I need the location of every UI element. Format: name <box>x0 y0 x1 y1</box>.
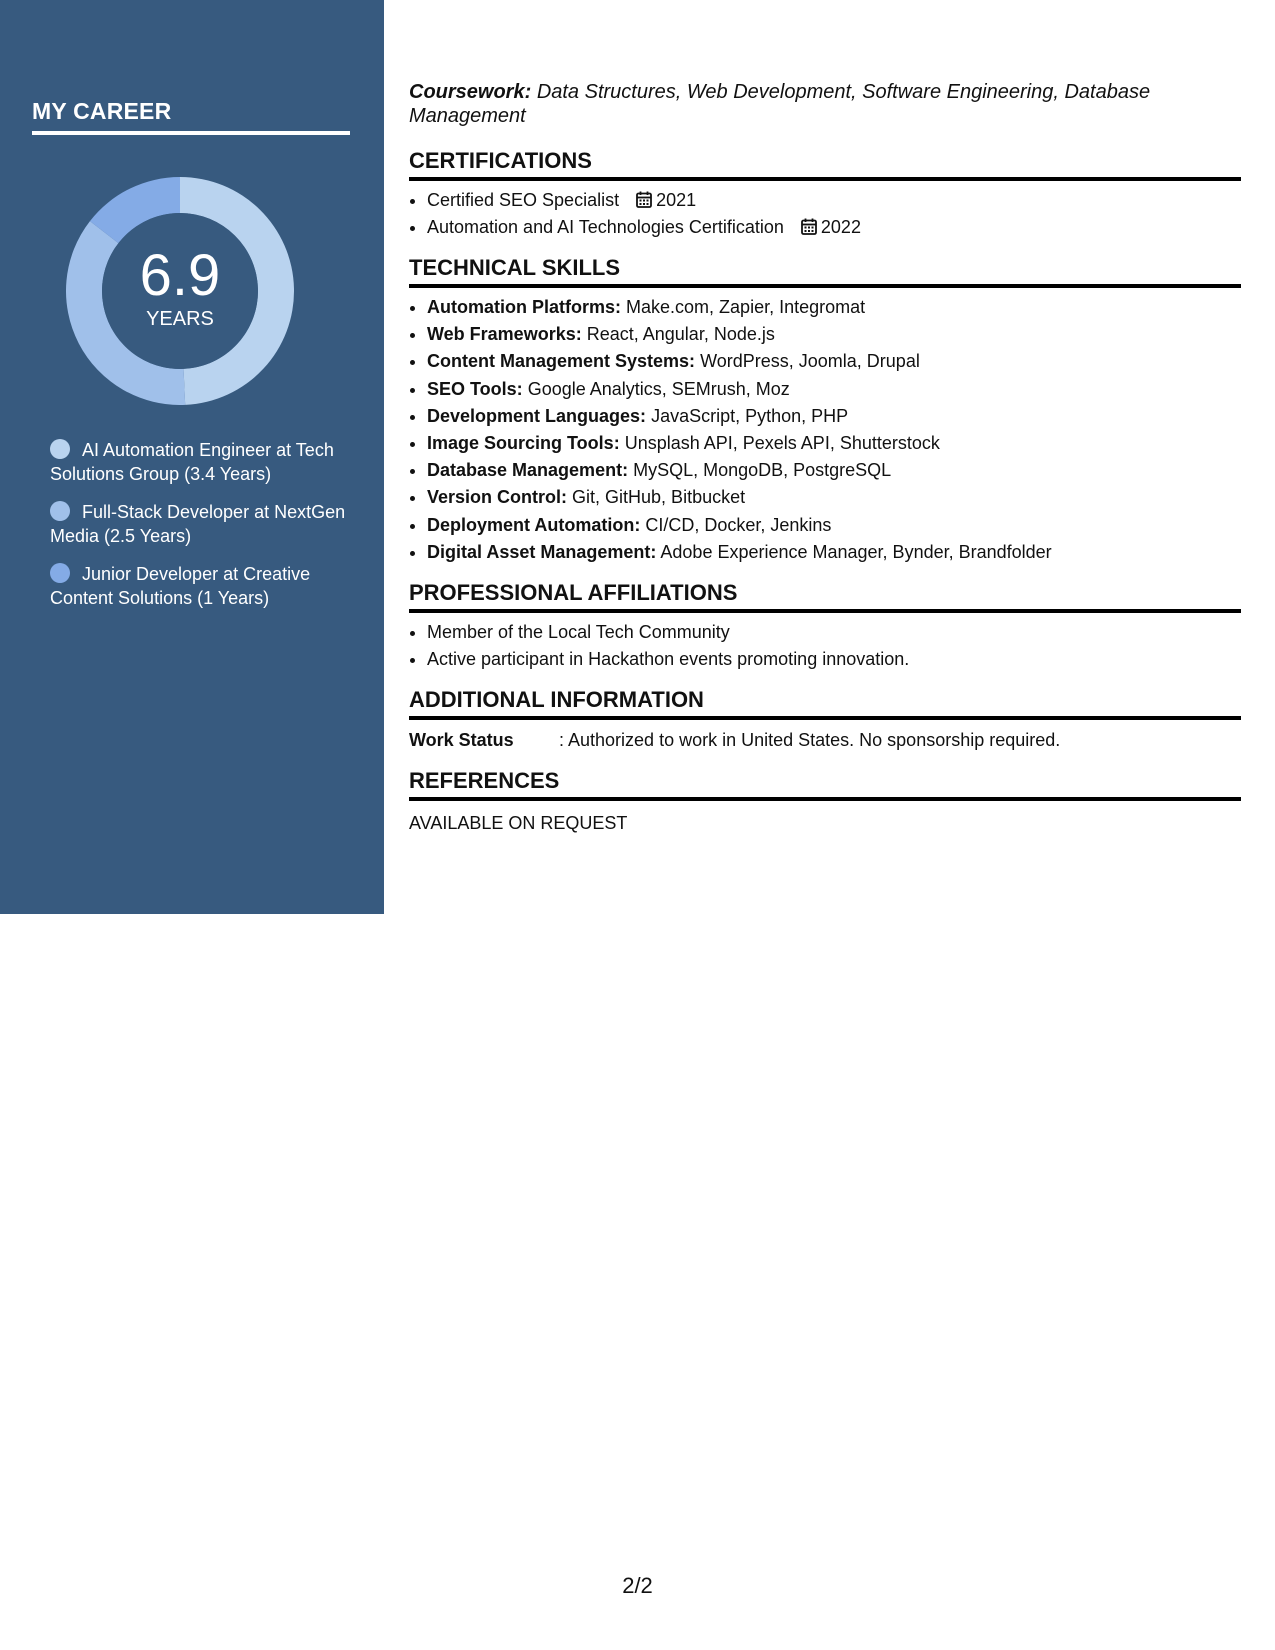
work-status-row <box>409 728 1241 752</box>
certification-year: 2022 <box>820 217 861 237</box>
career-item <box>50 500 350 548</box>
skill-value: Unsplash API, Pexels API, Shutterstock <box>624 433 940 454</box>
page-number: 2/2 <box>622 1573 653 1598</box>
certification-name: Automation and AI Technologies Certification <box>427 217 784 237</box>
skill-value: WordPress, Joomla, Drupal <box>700 351 920 372</box>
skill-label: Development Languages: <box>427 405 647 426</box>
skills-list <box>409 294 1241 566</box>
skill-item <box>427 539 1241 566</box>
references-text: AVAILABLE ON REQUEST <box>409 813 628 834</box>
legend-dot <box>50 563 70 583</box>
skill-value: JavaScript, Python, PHP <box>651 405 849 426</box>
career-donut-chart <box>66 177 294 405</box>
certification-name: Certified SEO Specialist <box>427 190 620 210</box>
skill-value: React, Angular, Node.js <box>586 324 775 345</box>
certifications-title: CERTIFICATIONS <box>409 148 1241 181</box>
skill-value: Make.com, Zapier, Integromat <box>626 297 866 317</box>
skill-value: Git, GitHub, Bitbucket <box>572 487 746 508</box>
affiliation-item: • Active participant in Hackathon events promoting innovation. <box>427 646 1241 673</box>
skill-item <box>427 376 1241 403</box>
career-item <box>50 438 350 486</box>
additional-info-title: ADDITIONAL INFORMATION <box>409 687 1241 720</box>
donut-center <box>66 177 294 405</box>
certification-item <box>427 187 1241 214</box>
career-item-label: AI Automation Engineer at Tech Solutions Group (3.4 Years) <box>50 440 334 484</box>
skill-value: Adobe Experience Manager, Bynder, Brandfolder <box>660 541 1052 562</box>
skill-item <box>427 484 1241 511</box>
skill-label: Database Management: <box>427 460 629 481</box>
skill-label: Content Management Systems: <box>427 351 696 372</box>
coursework-text: Data Structures, Web Development, Software Engineering, Database Management <box>409 81 1151 127</box>
certifications-list <box>409 187 1241 241</box>
skill-value: MySQL, MongoDB, PostgreSQL <box>633 460 892 481</box>
references-title: REFERENCES <box>409 768 1241 801</box>
calendar-icon <box>636 191 652 208</box>
career-item-label: Junior Developer at Creative Content Solutions (1 Years) <box>50 564 311 608</box>
sidebar <box>0 0 384 914</box>
skill-item <box>427 430 1241 457</box>
skill-item <box>427 294 1241 321</box>
affiliation-item: • Member of the Local Tech Community <box>427 619 1241 646</box>
certification-year: 2021 <box>656 190 697 210</box>
affiliations-title: PROFESSIONAL AFFILIATIONS <box>409 580 1241 613</box>
career-item-label: Full-Stack Developer at NextGen Media (2.5 Years) <box>50 502 346 546</box>
skill-label: Automation Platforms: <box>427 297 622 317</box>
coursework-label: Coursework: <box>409 81 532 103</box>
affiliations-list <box>409 619 1241 673</box>
career-item <box>50 562 350 610</box>
certification-item <box>427 214 1241 241</box>
skill-value: CI/CD, Docker, Jenkins <box>645 514 832 535</box>
total-years-value: 6.9 <box>139 242 221 308</box>
coursework <box>409 80 1241 128</box>
career-list <box>50 438 350 624</box>
skill-label: Digital Asset Management: <box>427 541 657 562</box>
skill-value: Google Analytics, SEMrush, Moz <box>527 378 790 399</box>
skill-label: Image Sourcing Tools: <box>427 433 620 454</box>
skill-item <box>427 512 1241 539</box>
skill-item <box>427 321 1241 348</box>
calendar-icon <box>801 218 817 235</box>
legend-dot <box>50 501 70 521</box>
skill-item <box>427 403 1241 430</box>
skill-label: Web Frameworks: <box>427 324 582 345</box>
legend-dot <box>50 439 70 459</box>
work-status-value: : Authorized to work in United States. No sponsorship required. <box>559 730 1061 751</box>
skill-item <box>427 348 1241 375</box>
skills-title: TECHNICAL SKILLS <box>409 255 1241 288</box>
work-status-label: Work Status <box>409 730 514 751</box>
total-years-unit: YEARS <box>146 307 214 330</box>
skill-label: Deployment Automation: <box>427 514 641 535</box>
main-content <box>409 80 1241 834</box>
sidebar-title: MY CAREER <box>32 98 350 135</box>
skill-label: SEO Tools: <box>427 378 523 399</box>
skill-item <box>427 457 1241 484</box>
skill-label: Version Control: <box>427 487 568 508</box>
